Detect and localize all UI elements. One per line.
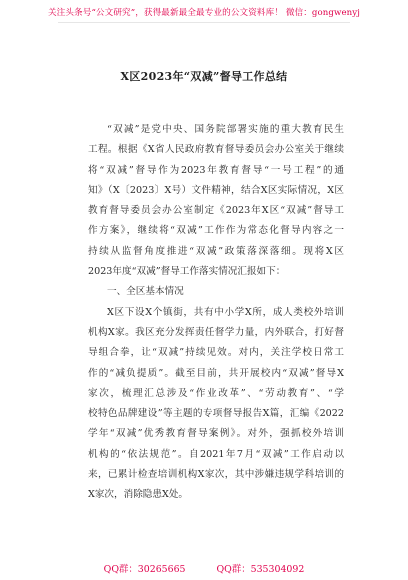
paragraph-line: 教育督导委员会办公室制定《2023年X区“双减”督导工: [88, 205, 344, 217]
paragraph-line: 将“双减”督导作为2023年教育督导“一号工程”的通: [88, 164, 344, 176]
paragraph-line: 知》（X〔2023〕X号）文件精神，结合X区实际情况，X区: [88, 184, 344, 196]
paragraph-line: 家次，梳理汇总涉及“作业改革”、“劳动教育”、“学: [88, 387, 344, 399]
paragraph-line: 持续从监督角度推进“双减”政策落深落细。现将X区: [88, 245, 344, 257]
paragraph-line: X区下设X个镇街，共有中小学X所，成人类校外培训: [107, 306, 344, 318]
paragraph-line: 校特色品牌建设”等主题的专项督导报告X篇，汇编《2022: [88, 408, 344, 420]
footer-contacts: [0, 561, 408, 575]
paragraph-line: 机构X家。我区充分发挥责任督学力量，内外联合，打好督: [88, 326, 344, 338]
intro-paragraph: [88, 120, 344, 282]
paragraph-line: 导组合拳，让“双减”持续见效。对内，关注学校日常工: [88, 347, 344, 359]
paragraph-line: 机构的“依法规范”。自2021年7月“双减”工作启动以: [88, 448, 344, 460]
section-paragraph: [88, 303, 344, 506]
paragraph-line: 2023年度“双减”督导工作落实情况汇报如下：: [88, 266, 286, 278]
section-heading: 一、全区基本情况: [107, 286, 184, 298]
header-banner: 关注头条号“公文研究”，获得最新最全最专业的公文资料库！ 微信：gongwenyj: [47, 8, 361, 18]
paragraph-line: 来，已累计检查培训机构X家次，其中涉嫌违规学科培训的: [88, 469, 344, 481]
header-divider: [58, 22, 350, 23]
document-title: X区2023年“双减”督导工作总结: [120, 70, 288, 83]
qq-group-2: QQ群：535304092: [216, 564, 305, 575]
paragraph-line: X家次，消除隐患X处。: [88, 489, 189, 501]
document-body: [88, 120, 344, 506]
qq-group-1: QQ群：30265665: [103, 564, 186, 575]
paragraph-line: 作方案》，继续将“双减”工作作为常态化督导内容之一: [88, 225, 344, 237]
paragraph-line: 学年“双减”优秀教育督导案例》。对外，强抓校外培训: [88, 428, 344, 440]
paragraph-line: 工程。根据《X省人民政府教育督导委员会办公室关于继续: [88, 144, 344, 156]
paragraph-line: 作的“减负提质”。截至目前，共开展校内“双减”督导X: [88, 367, 344, 379]
paragraph-line: “双减”是党中央、国务院部署实施的重大教育民生: [107, 124, 344, 135]
